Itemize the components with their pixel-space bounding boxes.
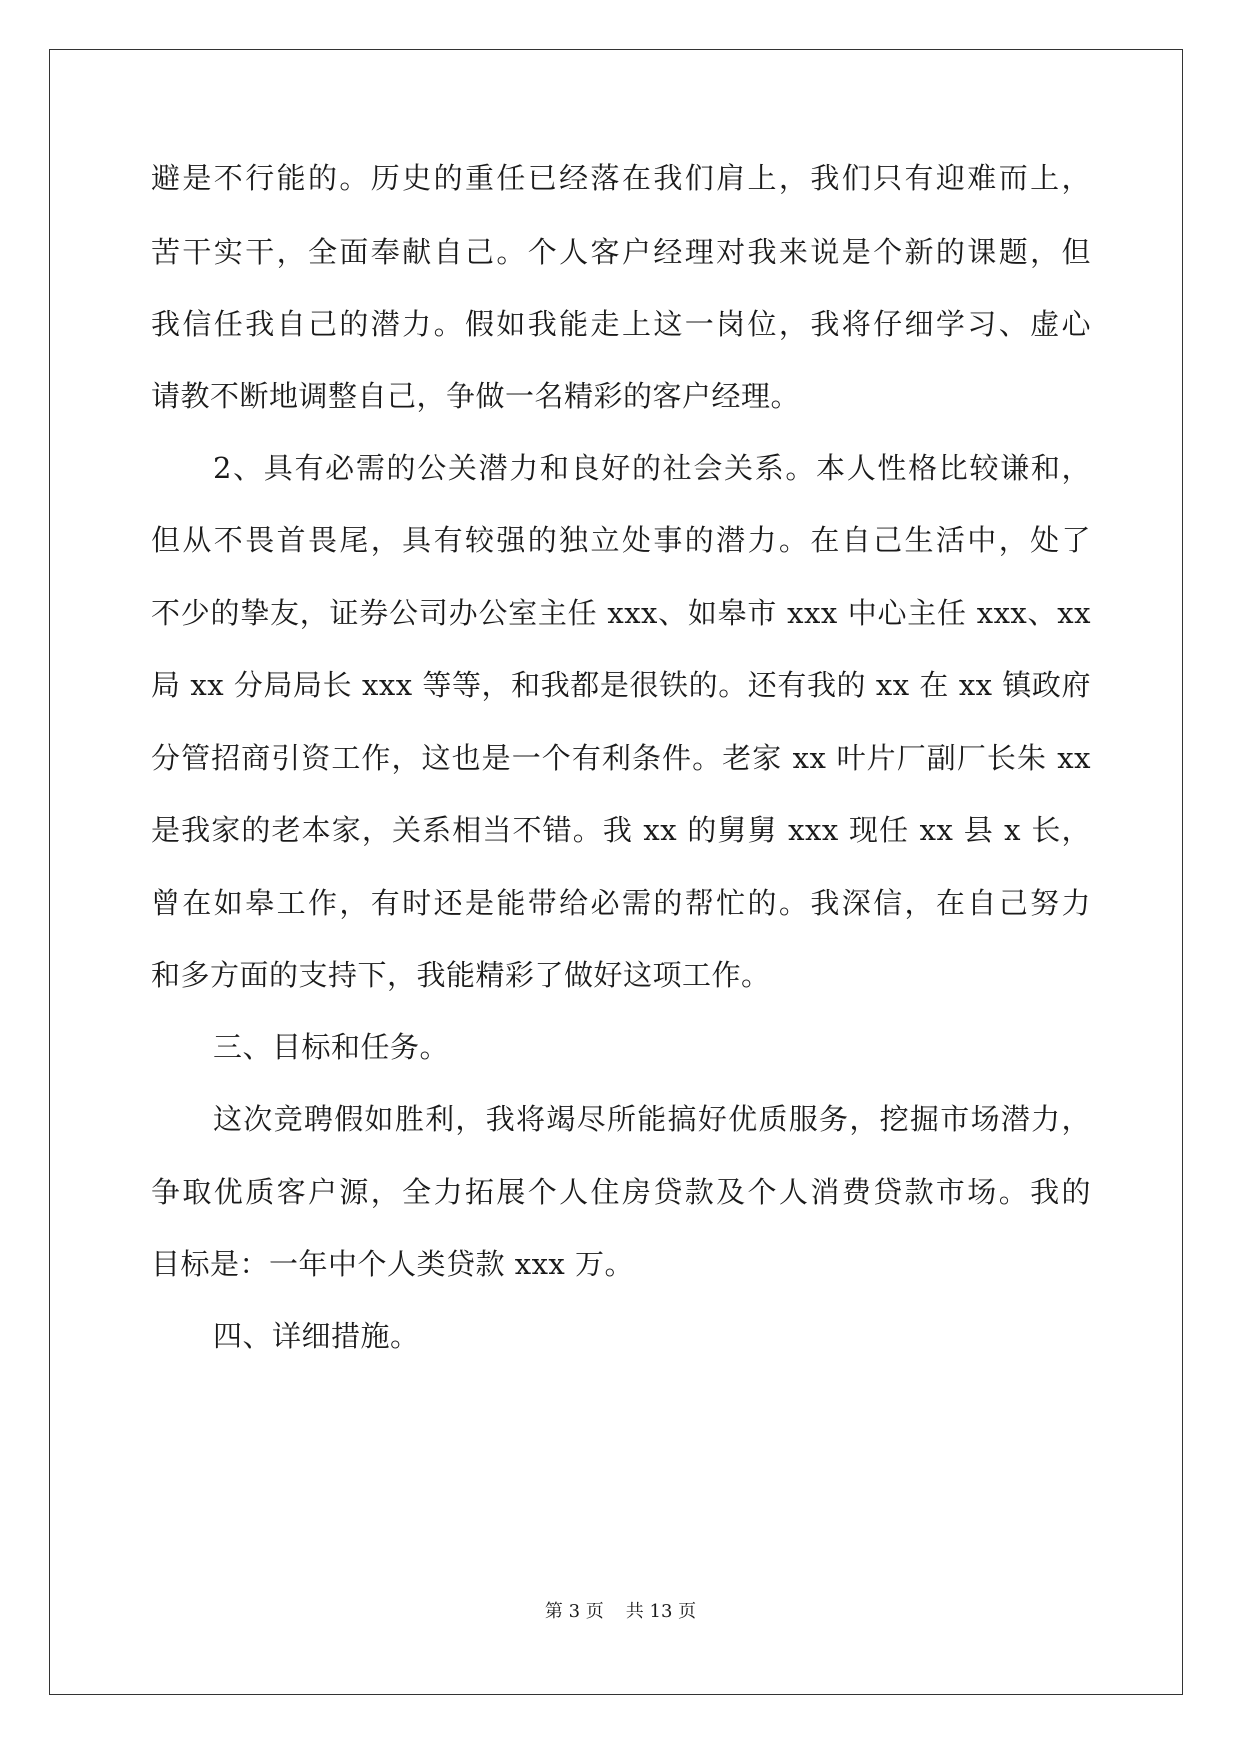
- page-number: 第 3 页: [544, 1601, 604, 1622]
- paragraph-line: 苦干实干，全面奉献自己。个人客户经理对我来说是个新的课题，但: [151, 235, 1091, 269]
- page-total: 共 13 页: [625, 1601, 697, 1622]
- paragraph-line: 请教不断地调整自己，争做一名精彩的客户经理。: [151, 379, 801, 413]
- paragraph-line: 曾在如皋工作，有时还是能带给必需的帮忙的。我深信，在自己努力: [151, 886, 1091, 920]
- paragraph-line: 但从不畏首畏尾，具有较强的独立处事的潜力。在自己生活中，处了: [151, 523, 1091, 557]
- paragraph-line: 目标是：一年中个人类贷款 xxx 万。: [151, 1247, 635, 1281]
- paragraph-line: 分管招商引资工作，这也是一个有利条件。老家 xx 叶片厂副厂长朱 xx: [151, 741, 1091, 775]
- paragraph-line: 争取优质客户源，全力拓展个人住房贷款及个人消费贷款市场。我的: [151, 1175, 1091, 1209]
- paragraph-line: 2、具有必需的公关潜力和良好的社会关系。本人性格比较谦和，: [213, 451, 1091, 485]
- section-heading: 三、目标和任务。: [213, 1030, 450, 1064]
- paragraph-line: 局 xx 分局局长 xxx 等等，和我都是很铁的。还有我的 xx 在 xx 镇政府: [151, 668, 1091, 702]
- page-footer: [0, 1600, 1241, 1624]
- section-heading: 四、详细措施。: [213, 1319, 420, 1353]
- paragraph-line: 我信任我自己的潜力。假如我能走上这一岗位，我将仔细学习、虚心: [151, 307, 1091, 341]
- paragraph-line: 避是不行能的。历史的重任已经落在我们肩上，我们只有迎难而上，: [151, 161, 1091, 195]
- page-border: [49, 49, 1183, 1695]
- paragraph-line: 和多方面的支持下，我能精彩了做好这项工作。: [151, 958, 771, 992]
- paragraph-line: 这次竞聘假如胜利，我将竭尽所能搞好优质服务，挖掘市场潜力，: [213, 1102, 1091, 1136]
- paragraph-line: 不少的挚友，证券公司办公室主任 xxx、如皋市 xxx 中心主任 xxx、xx: [151, 596, 1091, 630]
- paragraph-line: 是我家的老本家，关系相当不错。我 xx 的舅舅 xxx 现任 xx 县 x 长，: [151, 813, 1091, 847]
